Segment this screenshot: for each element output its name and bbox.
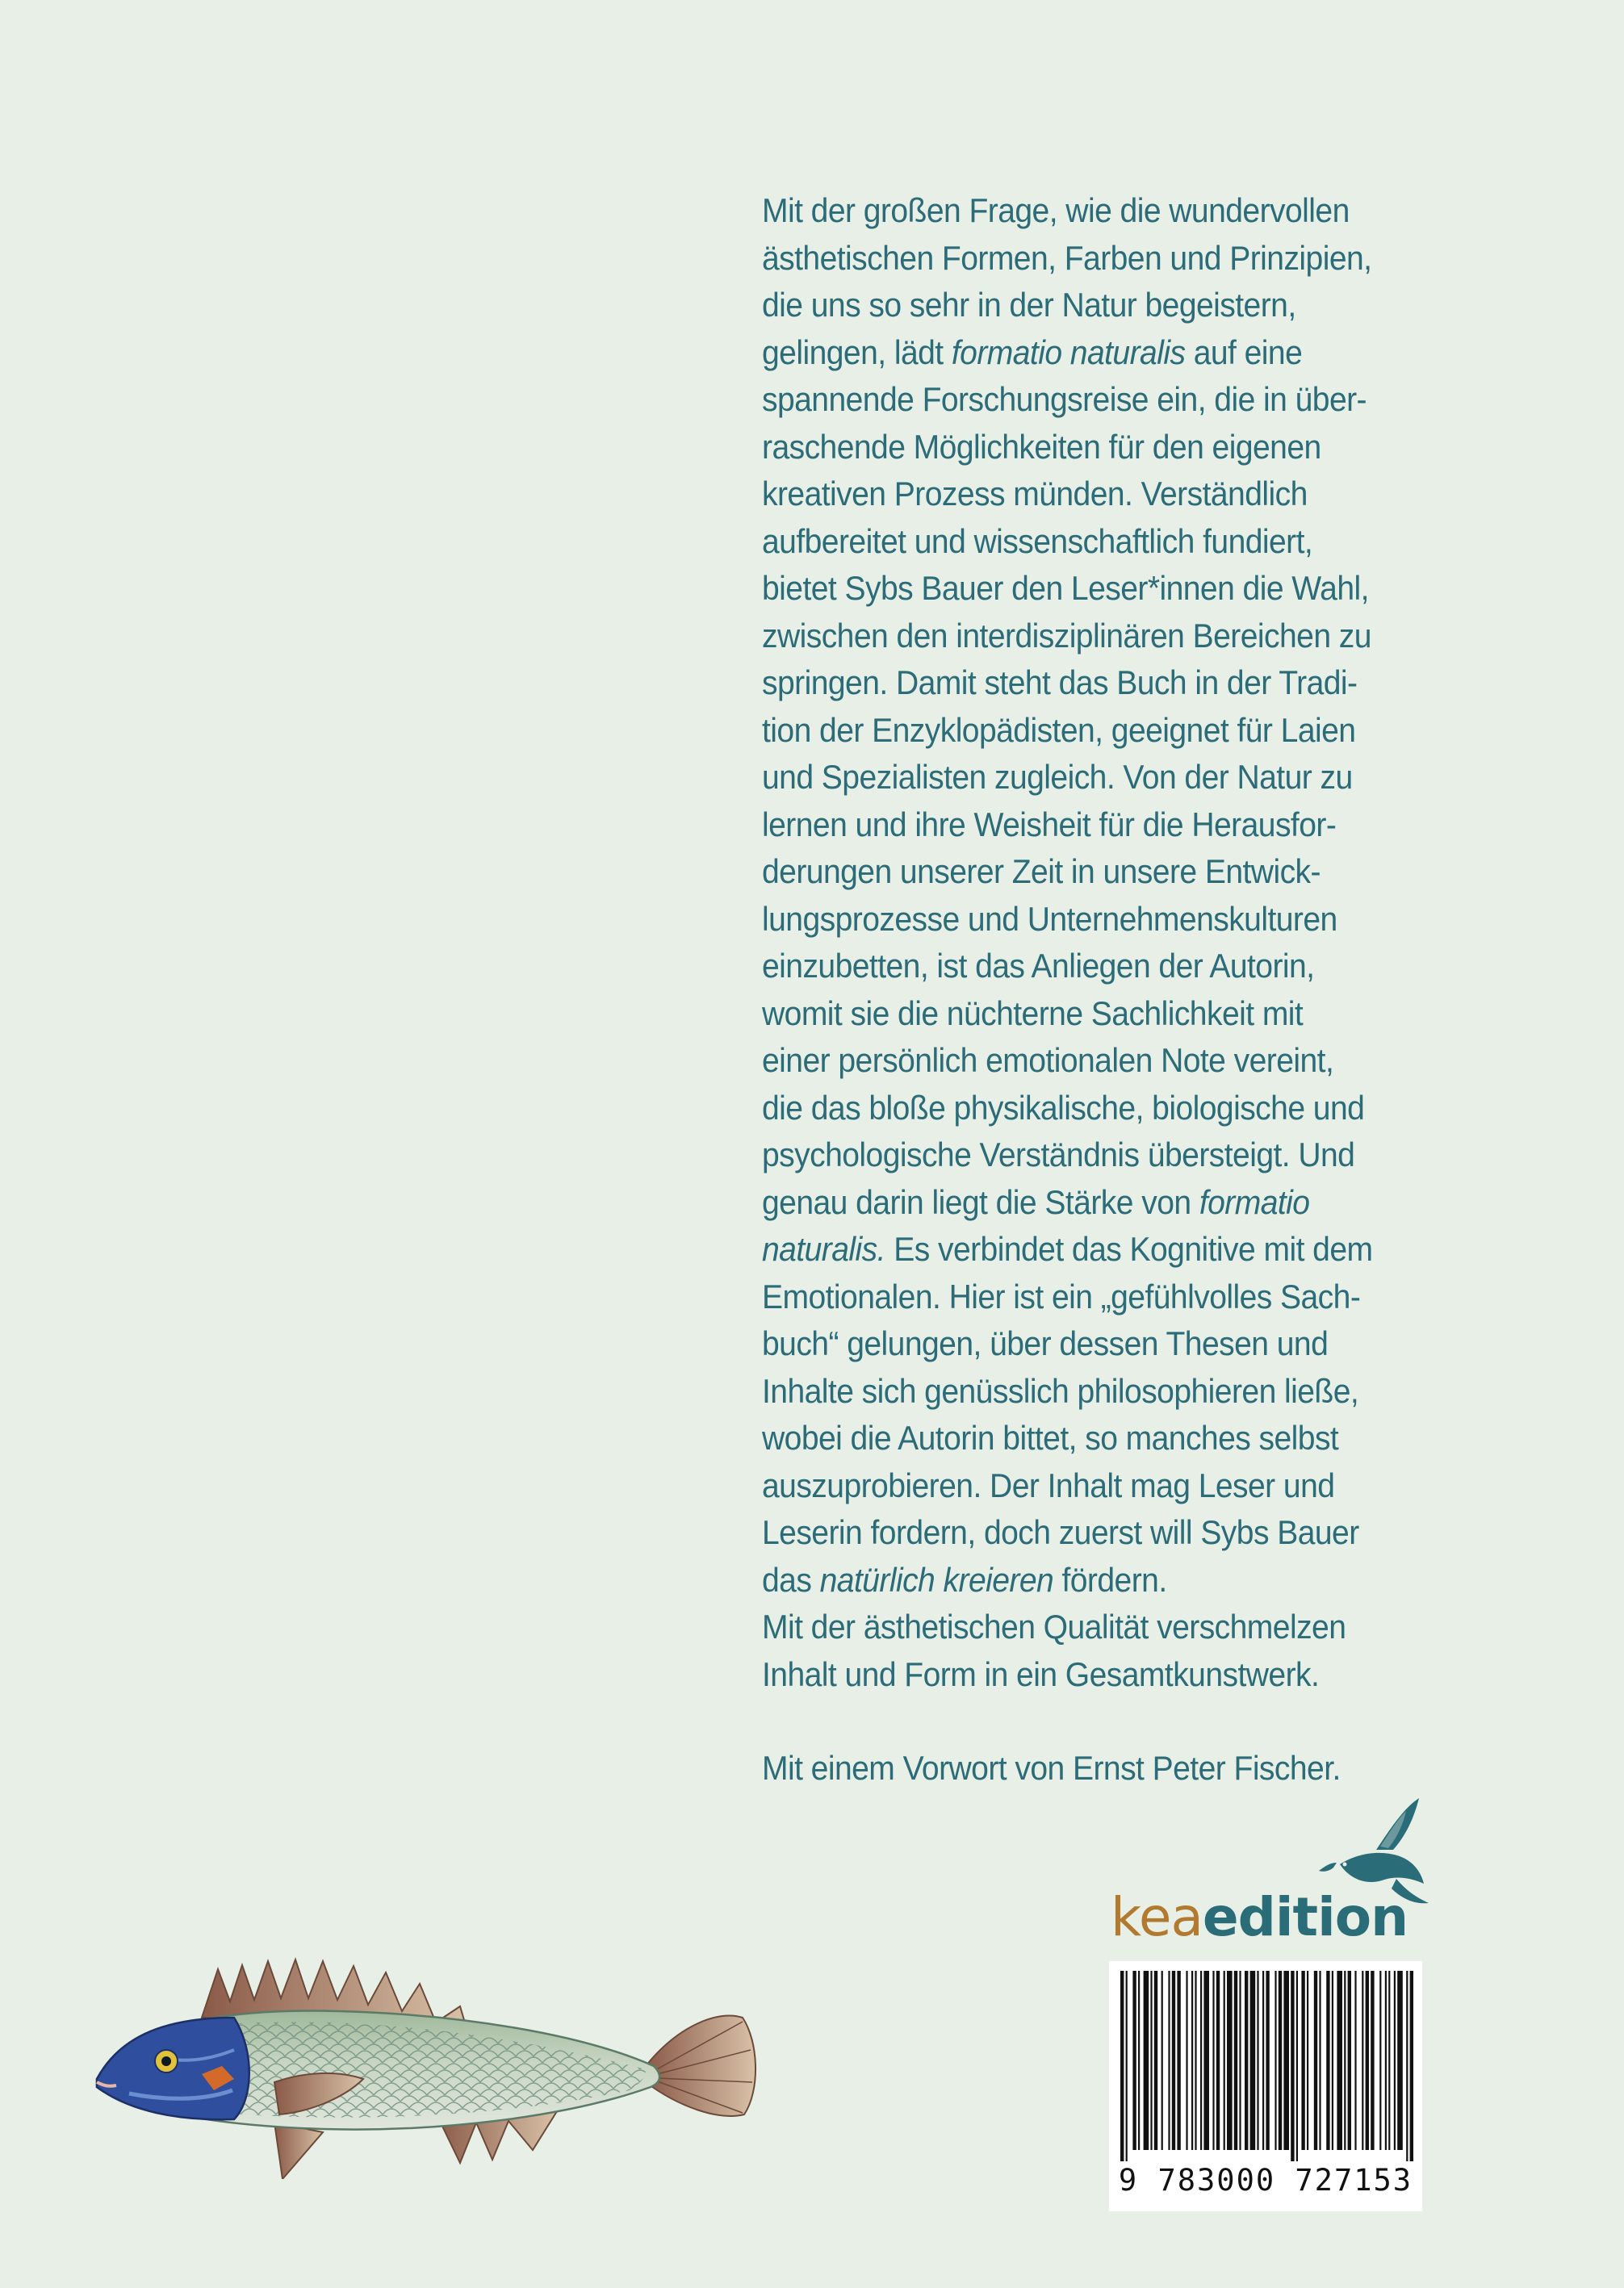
blurb-line: [762, 848, 1378, 896]
barcode-bar: [1216, 1971, 1220, 2150]
barcode-bar: [1200, 1971, 1202, 2150]
barcode-bar: [1191, 1971, 1193, 2150]
publisher-logo-edition: edition: [1202, 1886, 1408, 1948]
back-cover-blurb: [762, 187, 1378, 1698]
blurb-line: [762, 1557, 1378, 1604]
barcode-bar: [1120, 1971, 1124, 2161]
blurb-line: [762, 518, 1378, 566]
barcode-bar: [1326, 1971, 1329, 2150]
barcode-bar: [1177, 1971, 1180, 2150]
barcode-bar: [1388, 1971, 1390, 2150]
blurb-line: [762, 1651, 1378, 1699]
barcode-bar: [1366, 1971, 1369, 2150]
wrasse-fish-illustration: [81, 1921, 775, 2179]
blurb-text: auf eine: [1185, 333, 1303, 371]
blurb-line: [762, 1604, 1378, 1651]
barcode-bar: [1283, 1971, 1289, 2150]
barcode-bar: [1239, 1971, 1241, 2150]
blurb-line: [762, 1085, 1378, 1132]
blurb-italic-text: formatio: [1199, 1182, 1310, 1221]
blurb-line: [762, 613, 1378, 660]
blurb-text: derungen unserer Zeit in unsere Entwick-: [762, 852, 1321, 890]
blurb-text: womit sie die nüchterne Sachlichkeit mit: [762, 993, 1304, 1032]
barcode-bar: [1144, 1971, 1149, 2150]
blurb-text: Mit der großen Frage, wie die wundervollen: [762, 191, 1350, 229]
blurb-italic-text: formatio naturalis: [951, 333, 1186, 371]
blurb-line: [762, 1037, 1378, 1085]
blurb-line: [762, 659, 1378, 707]
blurb-line: [762, 1179, 1378, 1227]
barcode-bar: [1397, 1971, 1403, 2150]
barcode-bar: [1279, 1971, 1282, 2150]
blurb-line: [762, 424, 1378, 471]
publisher-logo: [1111, 1885, 1408, 1950]
blurb-line: [762, 1415, 1378, 1462]
barcode-bar: [1150, 1971, 1152, 2150]
barcode-bar: [1132, 1971, 1136, 2150]
blurb-text: buch“ gelungen, über dessen Thesen und: [762, 1324, 1329, 1362]
barcode-bar: [1168, 1971, 1170, 2150]
blurb-text: die das bloße physikalische, biologische und: [762, 1088, 1365, 1127]
blurb-text: Emotionalen. Hier ist ein „gefühlvolles Sach-: [762, 1277, 1361, 1315]
blurb-line: [762, 282, 1378, 329]
blurb-text: springen. Damit steht das Buch in der Tradi-: [762, 663, 1358, 701]
blurb-line: [762, 1131, 1378, 1179]
isbn-barcode: [1109, 1961, 1422, 2211]
barcode-bar: [1234, 1971, 1237, 2150]
barcode-bar: [1250, 1971, 1256, 2150]
blurb-line: [762, 187, 1378, 235]
blurb-text: einer persönlich emotionalen Note vereint,: [762, 1041, 1334, 1079]
blurb-line: [762, 707, 1378, 755]
blurb-line: [762, 1368, 1378, 1416]
barcode-bar: [1257, 1971, 1258, 2150]
blurb-text: tion der Enzyklopädisten, geeignet für Laien: [762, 710, 1356, 749]
blurb-line: [762, 329, 1378, 377]
blurb-line: [762, 1509, 1378, 1557]
barcode-bars: [1117, 1971, 1414, 2161]
blurb-line: [762, 896, 1378, 943]
barcode-bar: [1126, 1971, 1128, 2161]
barcode-bar: [1195, 1971, 1196, 2150]
blurb-line: [762, 1462, 1378, 1510]
barcode-bar: [1348, 1971, 1351, 2150]
blurb-text: spannende Forschungsreise ein, die in über-: [762, 380, 1367, 418]
barcode-bar: [1224, 1971, 1225, 2150]
blurb-text: und Spezialisten zugleich. Von der Natur zu: [762, 758, 1353, 796]
blurb-line: [762, 1274, 1378, 1321]
blurb-text: fördern.: [1053, 1560, 1167, 1599]
barcode-bar: [1227, 1971, 1233, 2150]
blurb-line: [762, 990, 1378, 1038]
barcode-bar: [1138, 1971, 1140, 2150]
blurb-text: lernen und ihre Weisheit für die Herausfor-: [762, 805, 1337, 843]
blurb-line: [762, 1320, 1378, 1368]
barcode-bar: [1172, 1971, 1175, 2150]
blurb-text: Mit der ästhetischen Qualität verschmelzen: [762, 1608, 1346, 1646]
barcode-bar: [1266, 1971, 1269, 2150]
barcode-bar: [1344, 1971, 1346, 2150]
blurb-text: lungsprozesse und Unternehmenskulturen: [762, 899, 1337, 938]
blurb-text: Inhalte sich genüsslich philosophieren ließe,: [762, 1371, 1359, 1410]
blurb-text: auszuprobieren. Der Inhalt mag Leser und: [762, 1466, 1335, 1504]
barcode-bar: [1291, 1971, 1294, 2161]
barcode-bar: [1319, 1971, 1321, 2150]
blurb-text: die uns so sehr in der Natur begeistern,: [762, 286, 1296, 324]
barcode-bar: [1406, 1971, 1408, 2161]
barcode-bar: [1314, 1971, 1317, 2150]
blurb-text: gelingen, lädt: [762, 333, 952, 371]
blurb-line: [762, 565, 1378, 613]
blurb-text: kreativen Prozess münden. Verständlich: [762, 475, 1308, 512]
barcode-bar: [1354, 1971, 1356, 2150]
blurb-text: ästhetischen Formen, Farben und Prinzipien,: [762, 238, 1372, 277]
barcode-bar: [1337, 1971, 1342, 2150]
barcode-bar: [1296, 1971, 1298, 2161]
publisher-logo-kea: kea: [1111, 1886, 1203, 1948]
barcode-bar: [1379, 1971, 1381, 2150]
barcode-bar: [1275, 1971, 1276, 2150]
blurb-text: bietet Sybs Bauer den Leser*innen die Wahl,: [762, 569, 1369, 607]
barcode-bar: [1410, 1971, 1413, 2161]
barcode-bar: [1262, 1971, 1264, 2150]
blurb-line: [762, 754, 1378, 801]
blurb-text: psychologische Verständnis übersteigt. Und: [762, 1136, 1355, 1173]
blurb-text: das: [762, 1560, 820, 1599]
isbn-number: 9 783000 727153: [1118, 2163, 1413, 2198]
barcode-bar: [1154, 1971, 1157, 2150]
blurb-text: aufbereitet und wissenschaftlich fundiert,: [762, 521, 1313, 560]
barcode-bar: [1161, 1971, 1163, 2150]
blurb-text: wobei die Autorin bittet, so manches selbst: [762, 1419, 1339, 1457]
blurb-text: genau darin liegt die Stärke von: [762, 1182, 1199, 1221]
barcode-bar: [1362, 1971, 1363, 2150]
barcode-bar: [1307, 1971, 1308, 2150]
blurb-italic-text: naturalis.: [762, 1230, 885, 1268]
barcode-bar: [1301, 1971, 1304, 2150]
blurb-text: einzubetten, ist das Anliegen der Autorin,: [762, 947, 1315, 985]
barcode-bar: [1186, 1971, 1187, 2150]
blurb-text: zwischen den interdisziplinären Bereichen zu: [762, 616, 1371, 655]
blurb-text: Es verbindet das Kognitive mit dem: [885, 1230, 1373, 1268]
barcode-bar: [1332, 1971, 1333, 2150]
blurb-line: [762, 943, 1378, 990]
foreword-note: Mit einem Vorwort von Ernst Peter Fischer.: [762, 1749, 1341, 1787]
blurb-text: Leserin fordern, doch zuerst will Sybs Bauer: [762, 1513, 1359, 1551]
blurb-line: [762, 376, 1378, 424]
barcode-bar: [1245, 1971, 1248, 2150]
blurb-line: [762, 471, 1378, 518]
blurb-line: [762, 801, 1378, 849]
blurb-italic-text: natürlich kreieren: [819, 1560, 1054, 1599]
blurb-text: Inhalt und Form in ein Gesamtkunstwerk.: [762, 1654, 1320, 1693]
barcode-bar: [1203, 1971, 1209, 2150]
barcode-bar: [1394, 1971, 1396, 2150]
blurb-line: [762, 1226, 1378, 1274]
barcode-bar: [1385, 1971, 1387, 2150]
barcode-bar: [1212, 1971, 1214, 2150]
barcode-bar: [1371, 1971, 1374, 2150]
blurb-text: raschende Möglichkeiten für den eigenen: [762, 427, 1321, 466]
blurb-line: [762, 235, 1378, 282]
